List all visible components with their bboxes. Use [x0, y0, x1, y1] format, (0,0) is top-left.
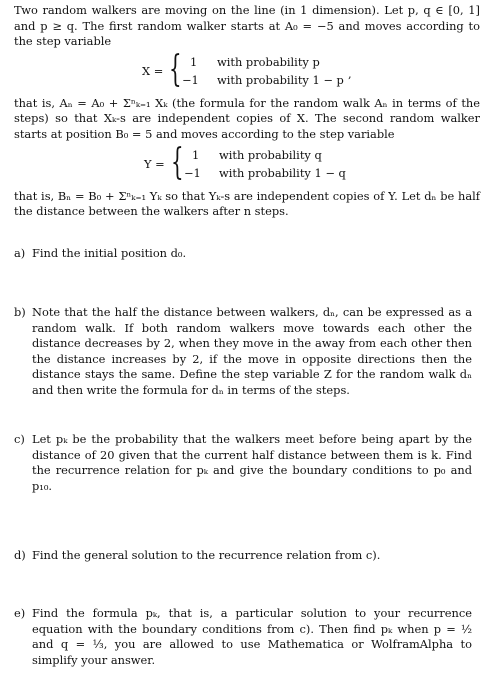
- x-brace: {: [169, 48, 182, 90]
- y-row1-text: with probability q: [219, 147, 322, 162]
- x-row2-value: −1: [182, 72, 199, 87]
- intro-paragraph: Two random walkers are moving on the line (in 1 dimension). Let p, q ∈ [0, 1] and p ≥ q. The first random walker starts at A₀ = −5 and moves according to the step variable: [14, 3, 480, 49]
- question-e-text: Find the formula pₖ, that is, a particular solution to your recurrence equation with the boundary conditions from c). Then find pₖ when p = ½ and q = ⅓, you are allowed to use Mathematica or WolframAlpha to simplify your answer.: [32, 606, 472, 667]
- y-row2-text: with probability 1 − q: [219, 165, 346, 180]
- after-y-paragraph: that is, Bₙ = B₀ + Σⁿₖ₌₁ Yₖ so that Yₖ-s are independent copies of Y. Let dₙ be half the distance between the walkers after n steps.: [14, 188, 480, 219]
- question-d-text: Find the general solution to the recurrence relation from c).: [32, 548, 381, 562]
- question-e: [14, 606, 472, 668]
- y-row2-value: −1: [184, 165, 201, 180]
- problem-page: [14, 3, 480, 220]
- y-row1-value: 1: [192, 147, 200, 162]
- x-row1-value: 1: [190, 54, 198, 69]
- question-d-label: d): [14, 548, 26, 562]
- y-brace: {: [171, 141, 184, 183]
- x-row1-text: with probability p: [217, 54, 320, 69]
- y-lhs: Y =: [144, 156, 165, 171]
- question-a-text: Find the initial position d₀.: [32, 246, 187, 260]
- question-c: [14, 432, 472, 494]
- question-b-text: Note that the half the distance between walkers, dₙ, can be expressed as a random walk. If both random walkers move towards each other the distance decreases by 2, when they move in the away from each other then the distance increases by 2, if the move in opposite directions then the distance stays the same. Define the step variable Z for the random walk dₙ and then write the formula for dₙ in terms of the steps.: [32, 305, 472, 397]
- question-a: [14, 246, 472, 262]
- question-a-label: a): [14, 246, 26, 260]
- middle-paragraph: that is, Aₙ = A₀ + Σⁿₖ₌₁ Xₖ (the formula for the random walk Aₙ in terms of the steps) so that Xₖ-s are independent copies of X. The second random walker starts at position B₀ = 5 and moves according to the step variable: [14, 95, 480, 141]
- question-e-label: e): [14, 606, 26, 620]
- y-step-definition: [14, 141, 480, 184]
- question-d: [14, 548, 472, 564]
- question-b: [14, 305, 472, 399]
- x-row2-text: with probability 1 − p: [217, 72, 344, 87]
- question-b-label: b): [14, 305, 26, 319]
- question-c-text: Let pₖ be the probability that the walkers meet before being apart by the distance of 20 given that the current half distance between them is k. Find the recurrence relation for pₖ and give the boundary conditions to p₀ and p₁₀.: [32, 432, 472, 493]
- question-c-label: c): [14, 432, 25, 446]
- x-trailing-comma: ,: [348, 66, 352, 81]
- x-step-definition: [14, 48, 480, 91]
- x-lhs: X =: [142, 63, 164, 78]
